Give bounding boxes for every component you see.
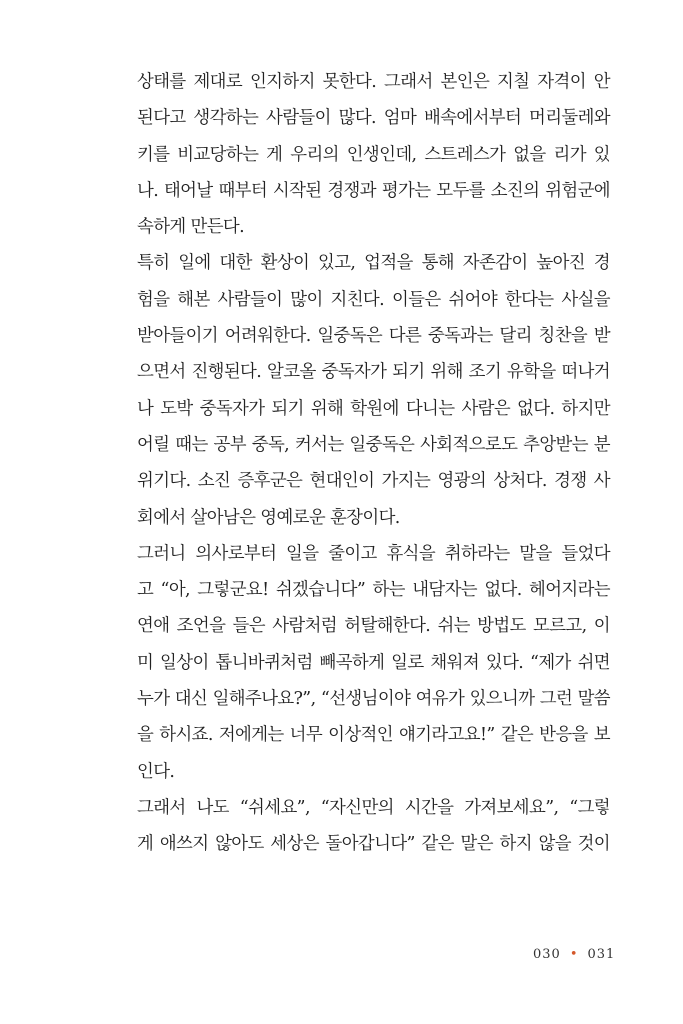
text-line: 그래서 나도 “쉬세요”, “자신만의 시간을 가져보세요”, “그렇 [137, 797, 610, 818]
text-line: 된다고 생각하는 사람들이 많다. 엄마 배속에서부터 머리둘레와 [137, 108, 610, 129]
text-line: 게 애쓰지 않아도 세상은 돌아갑니다” 같은 말은 하지 않을 것이 [137, 834, 610, 855]
text-line: 키를 비교당하는 게 우리의 인생인데, 스트레스가 없을 리가 있 [137, 144, 610, 165]
text-line: 으면서 진행된다. 알코올 중독자가 되기 위해 조기 유학을 떠나거 [137, 362, 610, 383]
text-line: 상태를 제대로 인지하지 못한다. 그래서 본인은 지칠 자격이 안 [137, 72, 610, 92]
page-number-right: 031 [587, 947, 616, 962]
text-line: 미 일상이 톱니바퀴처럼 빼곡하게 일로 채워져 있다. “제가 쉬면 [137, 652, 610, 673]
text-line: 받아들이기 어려워한다. 일중독은 다른 중독과는 달리 칭찬을 받 [137, 326, 610, 347]
text-line: 연애 조언을 들은 사람처럼 허탈해한다. 쉬는 방법도 모르고, 이 [137, 616, 610, 637]
text-line: 을 하시죠. 저에게는 너무 이상적인 얘기라고요!” 같은 반응을 보 [137, 725, 610, 746]
text-line: 속하게 만든다. [137, 217, 245, 238]
text-line: 인다. [137, 761, 175, 782]
text-line: 특히 일에 대한 환상이 있고, 업적을 통해 자존감이 높아진 경 [137, 253, 610, 274]
text-line: 회에서 살아남은 영예로운 훈장이다. [137, 507, 400, 528]
page-numbers [533, 947, 615, 962]
text-line: 위기다. 소진 증후군은 현대인이 가지는 영광의 상처다. 경쟁 사 [137, 471, 610, 492]
page-number-separator: • [569, 947, 579, 962]
text-line: 고 “아, 그렇군요! 쉬겠습니다” 하는 내담자는 없다. 헤어지라는 [137, 580, 610, 601]
text-line: 어릴 때는 공부 중독, 커서는 일중독은 사회적으로도 추앙받는 분 [137, 434, 610, 455]
text-line: 나 도박 중독자가 되기 위해 학원에 다니는 사람은 없다. 하지만 [137, 398, 610, 419]
text-line: 누가 대신 일해주나요?”, “선생님이야 여유가 있으니까 그런 말씀 [137, 689, 610, 710]
text-line: 나. 태어날 때부터 시작된 경쟁과 평가는 모두를 소진의 위험군에 [137, 180, 610, 201]
text-line: 그러니 의사로부터 일을 줄이고 휴식을 취하라는 말을 들었다 [137, 543, 610, 564]
page-number-left: 030 [533, 947, 561, 962]
body-text [137, 64, 610, 863]
text-line: 험을 해본 사람들이 많이 지친다. 이들은 쉬어야 한다는 사실을 [137, 289, 610, 310]
